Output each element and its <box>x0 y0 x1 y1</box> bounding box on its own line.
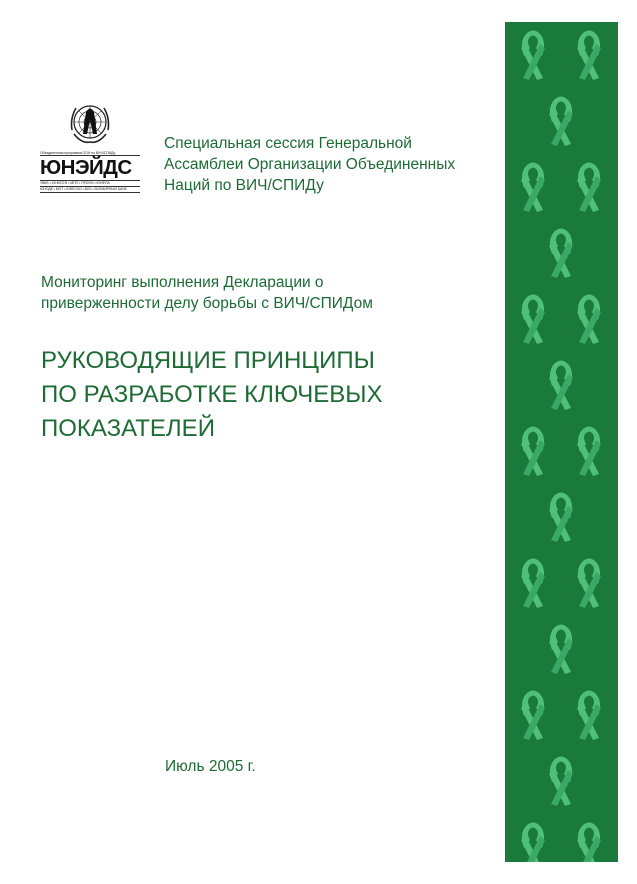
awareness-ribbon-icon <box>521 427 545 477</box>
awareness-ribbon-icon <box>577 31 601 81</box>
logo-agencies-line1: УВКБ • ЮНИСЕФ • МПП • ПРООН • ЮНФПА <box>40 180 140 186</box>
awareness-ribbon-icon <box>549 361 573 411</box>
awareness-ribbon-icon <box>577 691 601 741</box>
session-heading <box>164 133 504 196</box>
title-line-2: ПО РАЗРАБОТКЕ КЛЮЧЕВЫХ <box>41 381 383 408</box>
logo-brand: ЮНЭЙДС <box>40 156 132 179</box>
logo-agencies-line2: ЮНОДК • МОТ • ЮНЕСКО • ВОЗ • ВСЕМИРНЫЙ БАНК <box>40 186 140 193</box>
unaids-logo <box>40 100 140 200</box>
awareness-ribbon-icon <box>521 295 545 345</box>
awareness-ribbon-icon <box>577 823 601 863</box>
awareness-ribbon-icon <box>577 163 601 213</box>
title-line-3: ПОКАЗАТЕЛЕЙ <box>41 415 215 442</box>
awareness-ribbon-icon <box>521 691 545 741</box>
session-line-2: Ассамблеи Организации Объединенных <box>164 156 456 173</box>
awareness-ribbon-icon <box>521 163 545 213</box>
publication-date: Июль 2005 г. <box>165 758 256 775</box>
session-line-1: Специальная сессия Генеральной <box>164 135 412 152</box>
awareness-ribbon-icon <box>549 229 573 279</box>
title-line-1: РУКОВОДЯЩИЕ ПРИНЦИПЫ <box>41 347 375 374</box>
awareness-ribbon-icon <box>521 559 545 609</box>
awareness-ribbon-icon <box>577 295 601 345</box>
awareness-ribbon-icon <box>521 823 545 863</box>
session-line-3: Наций по ВИЧ/СПИДу <box>164 177 324 194</box>
logo-tagline: Объединенная программа ООН по ВИЧ/СПИДу <box>40 151 140 156</box>
awareness-ribbon-icon <box>521 31 545 81</box>
subtitle-line-1: Мониторинг выполнения Декларации о <box>41 274 324 291</box>
awareness-ribbon-icon <box>549 757 573 807</box>
ribbon-band <box>505 22 618 862</box>
awareness-ribbon-icon <box>549 493 573 543</box>
un-emblem-icon <box>64 100 116 152</box>
document-title <box>41 344 481 446</box>
awareness-ribbon-icon <box>549 97 573 147</box>
awareness-ribbon-icon <box>577 427 601 477</box>
awareness-ribbon-icon <box>577 559 601 609</box>
subtitle-line-2: приверженности делу борьбы с ВИЧ/СПИДом <box>41 295 373 312</box>
awareness-ribbon-icon <box>549 625 573 675</box>
ribbon-pattern <box>505 22 618 862</box>
document-subtitle <box>41 272 481 314</box>
